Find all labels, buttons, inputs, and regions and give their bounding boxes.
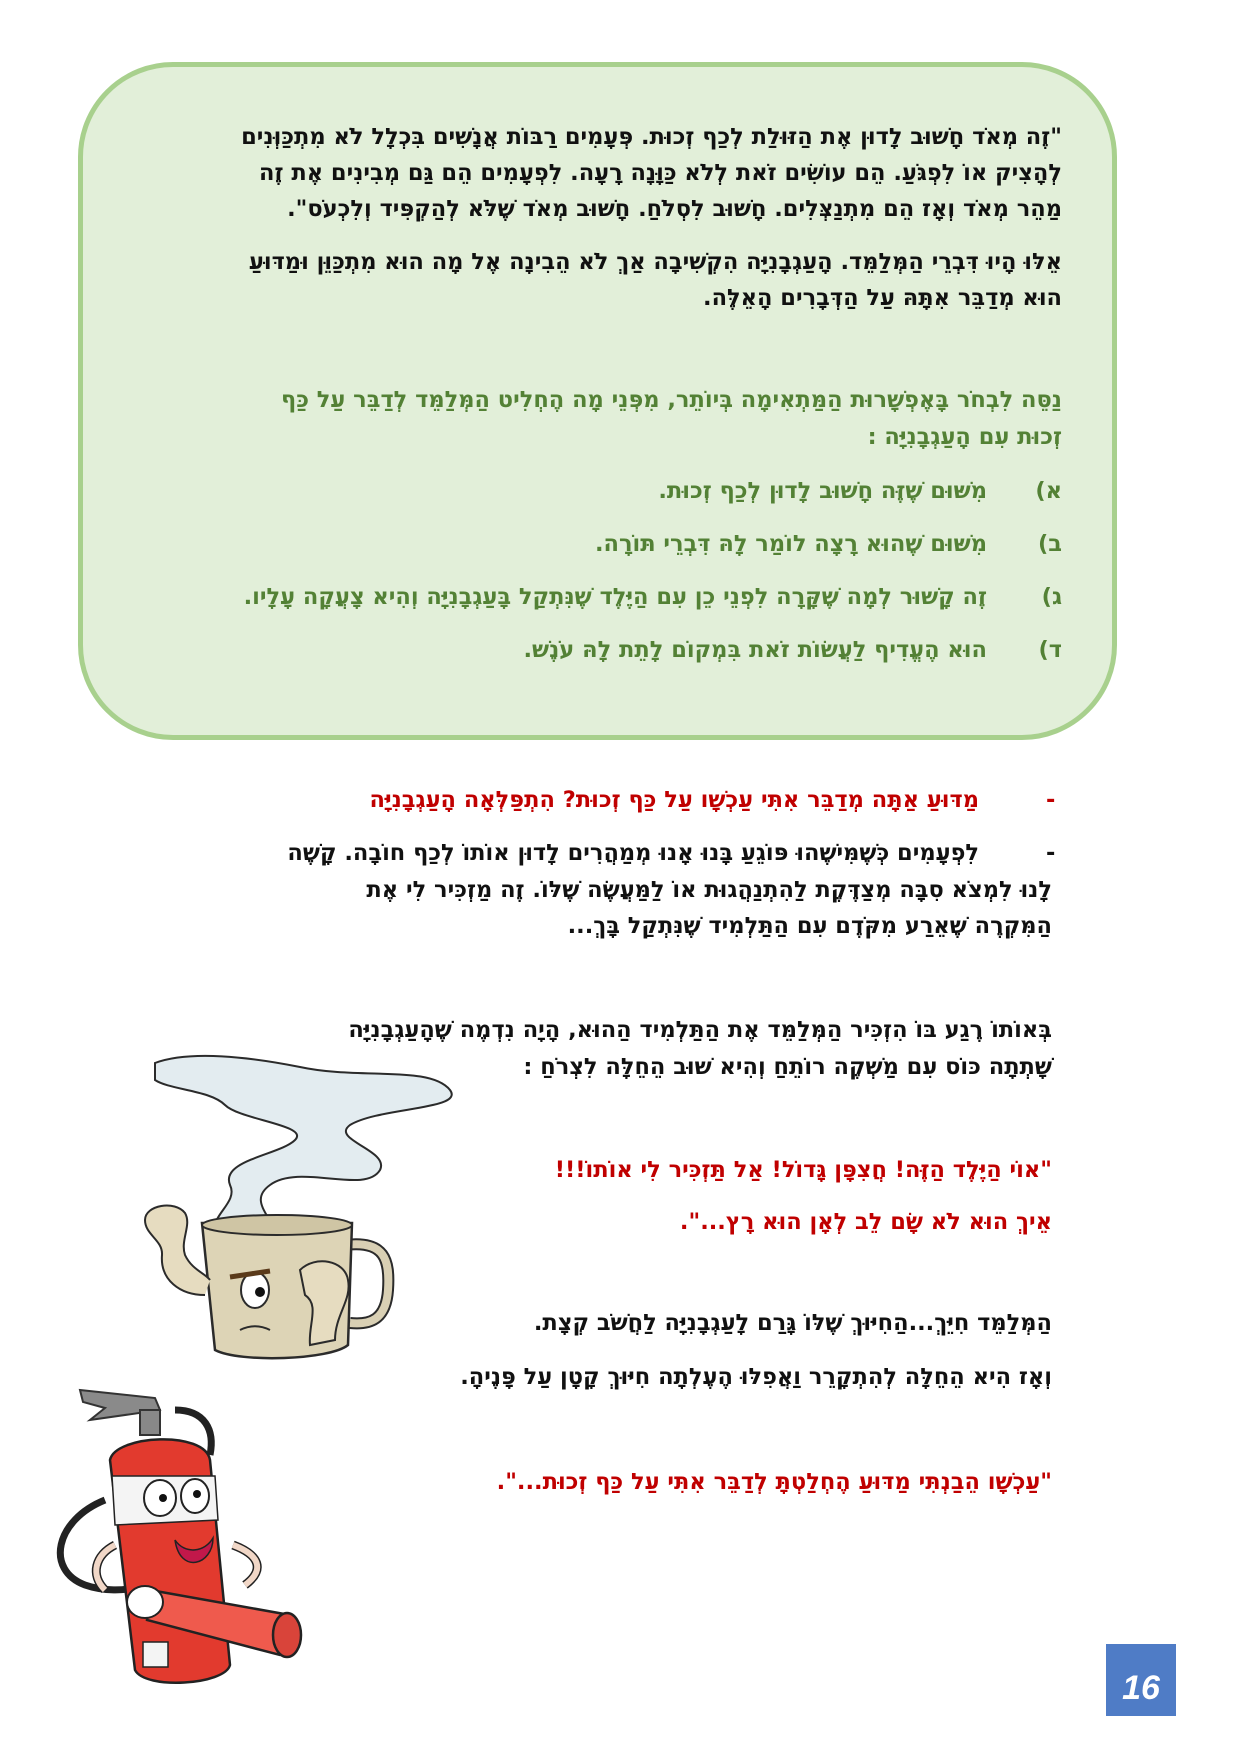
option-d-text: הוּא הֶעֱדִיף לַעֲשׂוֹת זֹאת בִּמְקוֹם לָתֵת לָהּ עֹנֶשׁ. bbox=[523, 637, 987, 663]
option-a-label: א) bbox=[1035, 478, 1062, 504]
quote-line-2: לְהָצִיק אוֹ לִפְגֹּעַ. הֵם עוֹשִׂים זֹאת לְלֹא כַּוָּנָה רָעָה. לִפְעָמִים הֵם גַּם מְבִינִים אֶת זֶה bbox=[259, 160, 1062, 186]
smiling-fire-extinguisher-icon bbox=[35, 1380, 305, 1695]
option-c-text: זֶה קָשׁוּר לְמָה שֶׁקָּרָה לִפְנֵי כֵן עִם הַיֶּלֶד שֶׁנִּתְקַל בָּעַגְבָנִיָּה וְהִיא צָעֲקָה עָלָיו. bbox=[243, 584, 987, 610]
shout-line-1: "אוֹי הַיֶּלֶד הַזֶּה! חֲצִפָּן גָּדוֹל! אַל תַּזְכִּיר לִי אוֹתוֹ!!! bbox=[554, 1157, 1052, 1183]
calm-line-1: הַמְּלַמֵּד חִיֵּךְ...הַחִיּוּךְ שֶׁלּוֹ גָּרַם לָעַגְבָנִיָּה לַחֲשֹׁב קְצָת. bbox=[533, 1310, 1052, 1336]
angry-steaming-mug-icon bbox=[130, 1045, 470, 1365]
shout-line-2: אֵיךְ הוּא לֹא שָׂם לֵב לְאָן הוּא רָץ...". bbox=[679, 1209, 1052, 1235]
question-line-2: זְכוּת עִם הָעַגְבָנִיָּה : bbox=[867, 424, 1062, 450]
quote-line-1: "זֶה מְאֹד חָשׁוּב לָדוּן אֶת הַזּוּלַת לְכַף זְכוּת. פְּעָמִים רַבּוֹת אֲנָשִׁים בִּכְלָל לֹא מִתְכַּוְּנִים bbox=[241, 124, 1062, 150]
narration-line-2: הוּא מְדַבֵּר אִתָּהּ עַל הַדְּבָרִים הָאֵלֶּה. bbox=[703, 285, 1062, 311]
moment-line-1: בְּאוֹתוֹ רֶגַע בּוֹ הִזְכִּיר הַמְּלַמֵּד אֶת הַתַּלְמִיד הַהוּא, הָיָה נִדְמֶה שֶׁהָעַגְבָנִיָּה bbox=[348, 1017, 1052, 1043]
option-b-label: ב) bbox=[1037, 531, 1062, 557]
dialogue-dash-2: - bbox=[1046, 840, 1056, 866]
option-c-label: ג) bbox=[1041, 584, 1062, 610]
page-number-badge bbox=[1106, 1644, 1176, 1716]
quote-line-3: מַהֵר מְאֹד וְאָז הֵם מִתְנַצְּלִים. חָשׁוּב לִסְלֹחַ. חָשׁוּב מְאֹד שֶׁלֹּא לְהַקְפִּיד וְלִכְעֹס". bbox=[287, 196, 1062, 222]
answer-line-1: לִפְעָמִים כְּשֶׁמִּישֶׁהוּ פּוֹגֵעַ בָּנוּ אָנוּ מְמַהֲרִים לָדוּן אוֹתוֹ לְכַף חוֹבָה. קָשֶׁה bbox=[287, 840, 979, 866]
answer-line-2: לָנוּ לִמְצֹא סִבָּה מְצַדֶּקֶת לַהִתְנַהֲגוּת אוֹ לַמַּעֲשֶׂה שֶׁלּוֹ. זֶה מַזְכִּיר לִי אֶת bbox=[366, 877, 1052, 903]
page-number: 16 bbox=[1122, 1669, 1160, 1707]
option-a-text: מִשּׁוּם שֶׁזֶּה חָשׁוּב לָדוּן לְכַף זְכוּת. bbox=[658, 478, 987, 504]
narration-line-1: אֵלּוּ הָיוּ דִּבְרֵי הַמְּלַמֵּד. הָעַגְבָנִיָּה הִקְשִׁיבָה אַךְ לֹא הֵבִינָה אֶל מָה הוּא מִתְכַּוֵּן וּמַדּוּעַ bbox=[248, 249, 1062, 275]
question-line-1: נַסֵּה לִבְחֹר בָּאֶפְשָׁרוּת הַמַּתְאִימָה בְּיוֹתֵר, מִפְּנֵי מָה הֶחְלִיט הַמְּלַמֵּד לְדַבֵּר עַל כַּף bbox=[281, 387, 1062, 413]
dialogue-question: מַדּוּעַ אַתָּה מְדַבֵּר אִתִּי עַכְשָׁו עַל כַּף זְכוּת? הִתְפַּלְּאָה הָעַגְבָנִיָּה bbox=[369, 787, 979, 813]
answer-line-3: הַמִּקְרֶה שֶׁאֵרַע מִקֹּדֶם עִם הַתַּלְמִיד שֶׁנִּתְקַל בָּךְ... bbox=[567, 913, 1052, 939]
option-d-label: ד) bbox=[1038, 637, 1062, 663]
moment-line-2: שָׁתְתָה כּוֹס עִם מַשְׁקֶה רוֹתֵחַ וְהִיא שׁוּב הֵחֵלָּה לִצְרֹחַ : bbox=[523, 1054, 1052, 1080]
dialogue-dash-1: - bbox=[1046, 787, 1056, 813]
closing-line: "עַכְשָׁו הֵבַנְתִּי מַדּוּעַ הֶחְלַטְתָּ לְדַבֵּר אִתִּי עַל כַּף זְכוּת...". bbox=[496, 1469, 1052, 1495]
calm-line-2: וְאָז הִיא הֵחֵלָּה לְהִתְקָרֵר וַאֲפִלּוּ הֶעֶלְתָה חִיּוּךְ קָטָן עַל פָּנֶיהָ. bbox=[460, 1364, 1052, 1390]
option-b-text: מִשּׁוּם שֶׁהוּא רָצָה לוֹמַר לָהּ דִּבְרֵי תּוֹרָה. bbox=[594, 531, 987, 557]
